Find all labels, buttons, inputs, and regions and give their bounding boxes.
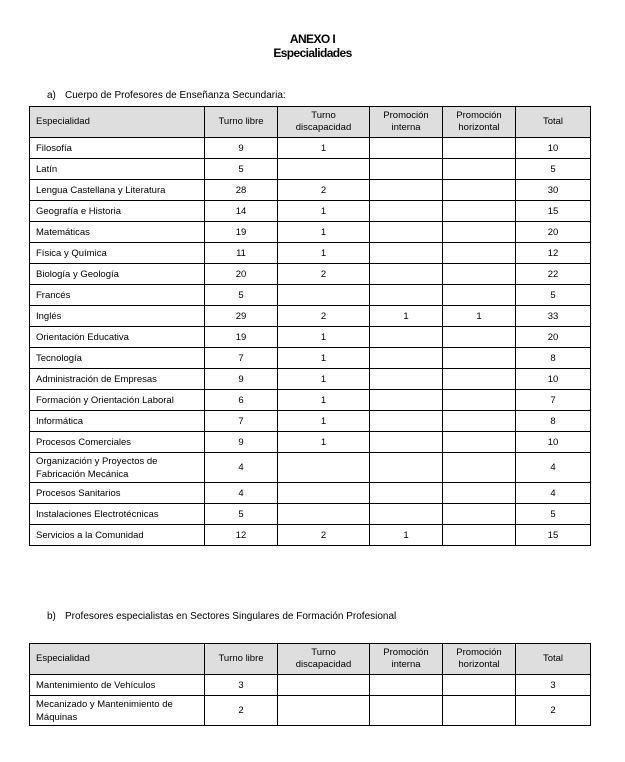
cell-total: 15 — [516, 525, 591, 546]
cell-promocion-horizontal — [443, 432, 516, 453]
cell-turno-libre: 5 — [205, 504, 278, 525]
cell-especialidad: Mantenimiento de Vehículos — [30, 675, 205, 696]
cell-turno-libre: 14 — [205, 201, 278, 222]
cell-turno-discapacidad: 1 — [278, 348, 370, 369]
cell-promocion-horizontal — [443, 264, 516, 285]
cell-promocion-interna — [370, 390, 443, 411]
cell-turno-discapacidad: 1 — [278, 369, 370, 390]
cell-especialidad: Lengua Castellana y Literatura — [30, 180, 205, 201]
cell-turno-discapacidad: 1 — [278, 411, 370, 432]
header-total: Total — [516, 644, 591, 675]
cell-total: 8 — [516, 411, 591, 432]
cell-promocion-horizontal — [443, 696, 516, 726]
cell-promocion-horizontal — [443, 504, 516, 525]
table-secundaria — [29, 106, 591, 546]
cell-turno-libre: 9 — [205, 369, 278, 390]
cell-promocion-horizontal — [443, 243, 516, 264]
cell-promocion-horizontal — [443, 525, 516, 546]
cell-promocion-interna — [370, 180, 443, 201]
cell-promocion-interna — [370, 483, 443, 504]
cell-especialidad: Instalaciones Electrotécnicas — [30, 504, 205, 525]
cell-promocion-interna — [370, 432, 443, 453]
cell-turno-discapacidad — [278, 696, 370, 726]
cell-promocion-interna — [370, 369, 443, 390]
cell-promocion-interna — [370, 138, 443, 159]
cell-turno-discapacidad: 1 — [278, 390, 370, 411]
cell-total: 4 — [516, 453, 591, 483]
header-promocion-interna: Promoción interna — [370, 107, 443, 138]
cell-turno-discapacidad: 1 — [278, 432, 370, 453]
cell-turno-libre: 7 — [205, 348, 278, 369]
cell-total: 10 — [516, 432, 591, 453]
cell-promocion-horizontal — [443, 222, 516, 243]
table-row — [30, 675, 591, 696]
cell-turno-libre: 9 — [205, 138, 278, 159]
cell-turno-libre: 19 — [205, 222, 278, 243]
cell-promocion-interna — [370, 696, 443, 726]
cell-especialidad: Orientación Educativa — [30, 327, 205, 348]
cell-promocion-interna — [370, 411, 443, 432]
table-row — [30, 483, 591, 504]
cell-turno-discapacidad — [278, 675, 370, 696]
cell-especialidad: Procesos Sanitarios — [30, 483, 205, 504]
header-turno-discapacidad: Turno discapacidad — [278, 107, 370, 138]
cell-promocion-horizontal — [443, 348, 516, 369]
table-row — [30, 264, 591, 285]
cell-total: 4 — [516, 483, 591, 504]
header-especialidad: Especialidad — [30, 107, 205, 138]
cell-turno-libre: 19 — [205, 327, 278, 348]
cell-promocion-interna — [370, 504, 443, 525]
cell-promocion-interna — [370, 675, 443, 696]
table-row — [30, 138, 591, 159]
cell-especialidad: Latín — [30, 159, 205, 180]
cell-turno-discapacidad — [278, 453, 370, 483]
cell-turno-discapacidad: 1 — [278, 138, 370, 159]
cell-total: 5 — [516, 159, 591, 180]
cell-total: 30 — [516, 180, 591, 201]
cell-promocion-interna — [370, 453, 443, 483]
table-row — [30, 243, 591, 264]
cell-promocion-interna — [370, 222, 443, 243]
table-row — [30, 180, 591, 201]
cell-promocion-interna: 1 — [370, 306, 443, 327]
table-header-row — [30, 107, 591, 138]
table-row — [30, 504, 591, 525]
cell-promocion-interna — [370, 285, 443, 306]
table-row — [30, 525, 591, 546]
cell-especialidad: Tecnología — [30, 348, 205, 369]
header-turno-libre: Turno libre — [205, 107, 278, 138]
cell-turno-discapacidad: 1 — [278, 327, 370, 348]
section-a-label: Cuerpo de Profesores de Enseñanza Secundaria: — [65, 90, 286, 101]
cell-especialidad: Inglés — [30, 306, 205, 327]
cell-especialidad: Mecanizado y Mantenimiento de Máquinas — [30, 696, 205, 726]
cell-promocion-horizontal — [443, 483, 516, 504]
header-turno-discapacidad: Turno discapacidad — [278, 644, 370, 675]
table-sectores-singulares — [29, 643, 591, 726]
cell-total: 12 — [516, 243, 591, 264]
cell-especialidad: Biología y Geología — [30, 264, 205, 285]
header-total: Total — [516, 107, 591, 138]
cell-promocion-interna — [370, 243, 443, 264]
cell-promocion-horizontal — [443, 159, 516, 180]
cell-especialidad: Francés — [30, 285, 205, 306]
cell-turno-discapacidad — [278, 483, 370, 504]
cell-total: 20 — [516, 222, 591, 243]
table-row — [30, 696, 591, 726]
cell-turno-libre: 28 — [205, 180, 278, 201]
table-row — [30, 348, 591, 369]
cell-especialidad: Matemáticas — [30, 222, 205, 243]
cell-total: 2 — [516, 696, 591, 726]
table-row — [30, 369, 591, 390]
cell-promocion-horizontal — [443, 285, 516, 306]
cell-especialidad: Filosofía — [30, 138, 205, 159]
cell-promocion-interna — [370, 264, 443, 285]
cell-turno-libre: 5 — [205, 159, 278, 180]
cell-turno-libre: 29 — [205, 306, 278, 327]
cell-turno-libre: 6 — [205, 390, 278, 411]
cell-total: 8 — [516, 348, 591, 369]
cell-especialidad: Procesos Comerciales — [30, 432, 205, 453]
cell-total: 20 — [516, 327, 591, 348]
cell-total: 10 — [516, 138, 591, 159]
header-promocion-horizontal: Promoción horizontal — [443, 644, 516, 675]
cell-turno-libre: 2 — [205, 696, 278, 726]
cell-especialidad: Servicios a la Comunidad — [30, 525, 205, 546]
table-row — [30, 432, 591, 453]
header-promocion-interna: Promoción interna — [370, 644, 443, 675]
cell-turno-discapacidad: 2 — [278, 525, 370, 546]
cell-total: 7 — [516, 390, 591, 411]
table-row — [30, 453, 591, 483]
cell-promocion-interna: 1 — [370, 525, 443, 546]
cell-promocion-horizontal — [443, 453, 516, 483]
cell-promocion-horizontal — [443, 390, 516, 411]
cell-turno-discapacidad: 2 — [278, 306, 370, 327]
cell-turno-libre: 4 — [205, 483, 278, 504]
cell-turno-libre: 9 — [205, 432, 278, 453]
header-turno-libre: Turno libre — [205, 644, 278, 675]
table-row — [30, 201, 591, 222]
cell-promocion-horizontal — [443, 369, 516, 390]
cell-turno-discapacidad — [278, 504, 370, 525]
cell-promocion-horizontal — [443, 675, 516, 696]
section-a-letter: a) — [47, 90, 56, 101]
cell-turno-discapacidad: 1 — [278, 201, 370, 222]
header-especialidad: Especialidad — [30, 644, 205, 675]
cell-total: 22 — [516, 264, 591, 285]
cell-promocion-horizontal — [443, 411, 516, 432]
cell-total: 10 — [516, 369, 591, 390]
cell-promocion-horizontal — [443, 180, 516, 201]
cell-total: 5 — [516, 504, 591, 525]
cell-total: 15 — [516, 201, 591, 222]
cell-turno-discapacidad — [278, 159, 370, 180]
header-promocion-horizontal: Promoción horizontal — [443, 107, 516, 138]
cell-turno-discapacidad: 1 — [278, 243, 370, 264]
table-row — [30, 306, 591, 327]
annex-subtitle: Especialidades — [273, 46, 352, 60]
cell-turno-libre: 3 — [205, 675, 278, 696]
section-b-heading — [47, 611, 396, 623]
table-row — [30, 285, 591, 306]
table-row — [30, 159, 591, 180]
section-a-heading — [47, 90, 286, 102]
table-row — [30, 390, 591, 411]
table-row — [30, 222, 591, 243]
cell-especialidad: Geografía e Historia — [30, 201, 205, 222]
cell-especialidad: Organización y Proyectos de Fabricación Mecánica — [30, 453, 205, 483]
cell-especialidad: Física y Química — [30, 243, 205, 264]
cell-turno-discapacidad: 2 — [278, 264, 370, 285]
cell-promocion-interna — [370, 201, 443, 222]
cell-promocion-horizontal — [443, 327, 516, 348]
cell-promocion-interna — [370, 159, 443, 180]
annex-title: ANEXO I — [289, 32, 336, 46]
cell-total: 3 — [516, 675, 591, 696]
cell-promocion-horizontal — [443, 201, 516, 222]
cell-turno-libre: 20 — [205, 264, 278, 285]
cell-turno-libre: 4 — [205, 453, 278, 483]
cell-especialidad: Informática — [30, 411, 205, 432]
cell-turno-discapacidad: 2 — [278, 180, 370, 201]
table-row — [30, 411, 591, 432]
cell-promocion-interna — [370, 348, 443, 369]
cell-promocion-horizontal — [443, 138, 516, 159]
cell-turno-discapacidad: 1 — [278, 222, 370, 243]
cell-promocion-interna — [370, 327, 443, 348]
cell-turno-discapacidad — [278, 285, 370, 306]
cell-turno-libre: 7 — [205, 411, 278, 432]
cell-turno-libre: 12 — [205, 525, 278, 546]
section-b-letter: b) — [47, 611, 56, 622]
cell-turno-libre: 11 — [205, 243, 278, 264]
cell-total: 33 — [516, 306, 591, 327]
cell-especialidad: Formación y Orientación Laboral — [30, 390, 205, 411]
cell-total: 5 — [516, 285, 591, 306]
table-header-row — [30, 644, 591, 675]
cell-especialidad: Administración de Empresas — [30, 369, 205, 390]
table-row — [30, 327, 591, 348]
cell-promocion-horizontal: 1 — [443, 306, 516, 327]
section-b-label: Profesores especialistas en Sectores Singulares de Formación Profesional — [65, 611, 397, 622]
cell-turno-libre: 5 — [205, 285, 278, 306]
